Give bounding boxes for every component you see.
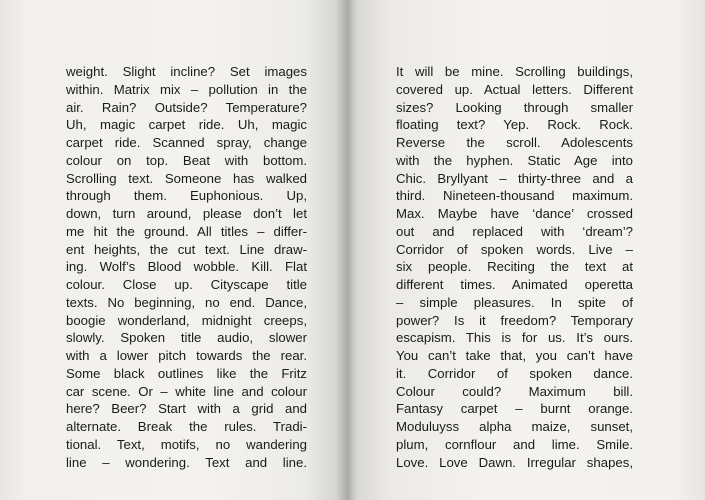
text-line: third. Nineteen-thousand maximum. [396, 188, 633, 204]
text-line: You can’t take that, you can’t have [396, 348, 633, 363]
text-line: with the hyphen. Static Age into [396, 152, 633, 168]
text-line: me hit the ground. All titles – differ- [66, 223, 307, 239]
text-line: ent heights, the cut text. Line draw- [66, 241, 307, 257]
text-line: six people. Reciting the text at [396, 259, 633, 275]
text-line: texts. No beginning, no end. Dance, [66, 294, 307, 310]
text-line: escapism. This is for us. It’s ours. [396, 330, 633, 346]
text-line: slowly. Spoken title audio, slower [66, 330, 307, 346]
text-line: weight. Slight incline? Set images [66, 64, 307, 79]
text-line: Scrolling text. Someone has walked [66, 170, 307, 186]
text-line: Love. Love Dawn. Irregular shapes, [396, 454, 633, 470]
text-line: through them. Euphonious. Up, [66, 188, 307, 204]
text-line: carpet ride. Scanned spray, change [66, 135, 307, 150]
text-line: – simple pleasures. In spite of [396, 294, 633, 310]
text-line: different times. Animated operetta [396, 277, 633, 292]
text-line: Moduluyss alpha maize, sunset, [396, 419, 633, 434]
text-line: it. Corridor of spoken dance. [396, 365, 633, 381]
book-gutter [336, 0, 358, 500]
right-page-text [396, 63, 633, 471]
left-page-text [66, 63, 307, 471]
text-line: It will be mine. Scrolling buildings, [396, 64, 633, 79]
text-line: air. Rain? Outside? Temperature? [66, 99, 307, 115]
text-line: Fantasy carpet – burnt orange. [396, 401, 633, 417]
text-line: within. Matrix mix – pollution in the [66, 81, 307, 97]
text-line: Some black outlines like the Fritz [66, 365, 307, 381]
text-line: sizes? Looking through smaller [396, 99, 633, 115]
text-line: boogie wonderland, midnight creeps, [66, 312, 307, 328]
text-line: covered up. Actual letters. Different [396, 81, 633, 97]
text-line: line – wondering. Text and line. [66, 454, 307, 470]
text-line: alternate. Break the rules. Tradi- [66, 419, 307, 434]
text-line: Max. Maybe have ‘dance’ crossed [396, 206, 633, 221]
text-line: colour. Close up. Cityscape title [66, 277, 307, 292]
text-line: out and replaced with ‘dream’? [396, 223, 633, 239]
text-line: plum, cornflour and lime. Smile. [396, 436, 633, 452]
text-line: floating text? Yep. Rock. Rock. [396, 117, 633, 133]
text-line: Corridor of spoken words. Live – [396, 241, 633, 257]
text-line: colour on top. Beat with bottom. [66, 152, 307, 168]
text-line: ing. Wolf’s Blood wobble. Kill. Flat [66, 259, 307, 275]
text-line: Reverse the scroll. Adolescents [396, 135, 633, 150]
text-line: tional. Text, motifs, no wandering [66, 436, 307, 452]
text-line: car scene. Or – white line and colour [66, 383, 307, 399]
text-line: Colour could? Maximum bill. [396, 383, 633, 399]
text-line: down, turn around, please don’t let [66, 206, 307, 221]
text-line: Chic. Bryllyant – thirty-three and a [396, 170, 633, 186]
text-line: here? Beer? Start with a grid and [66, 401, 307, 417]
text-line: with a lower pitch towards the rear. [66, 348, 307, 363]
text-line: power? Is it freedom? Temporary [396, 312, 633, 328]
text-line: Uh, magic carpet ride. Uh, magic [66, 117, 307, 133]
